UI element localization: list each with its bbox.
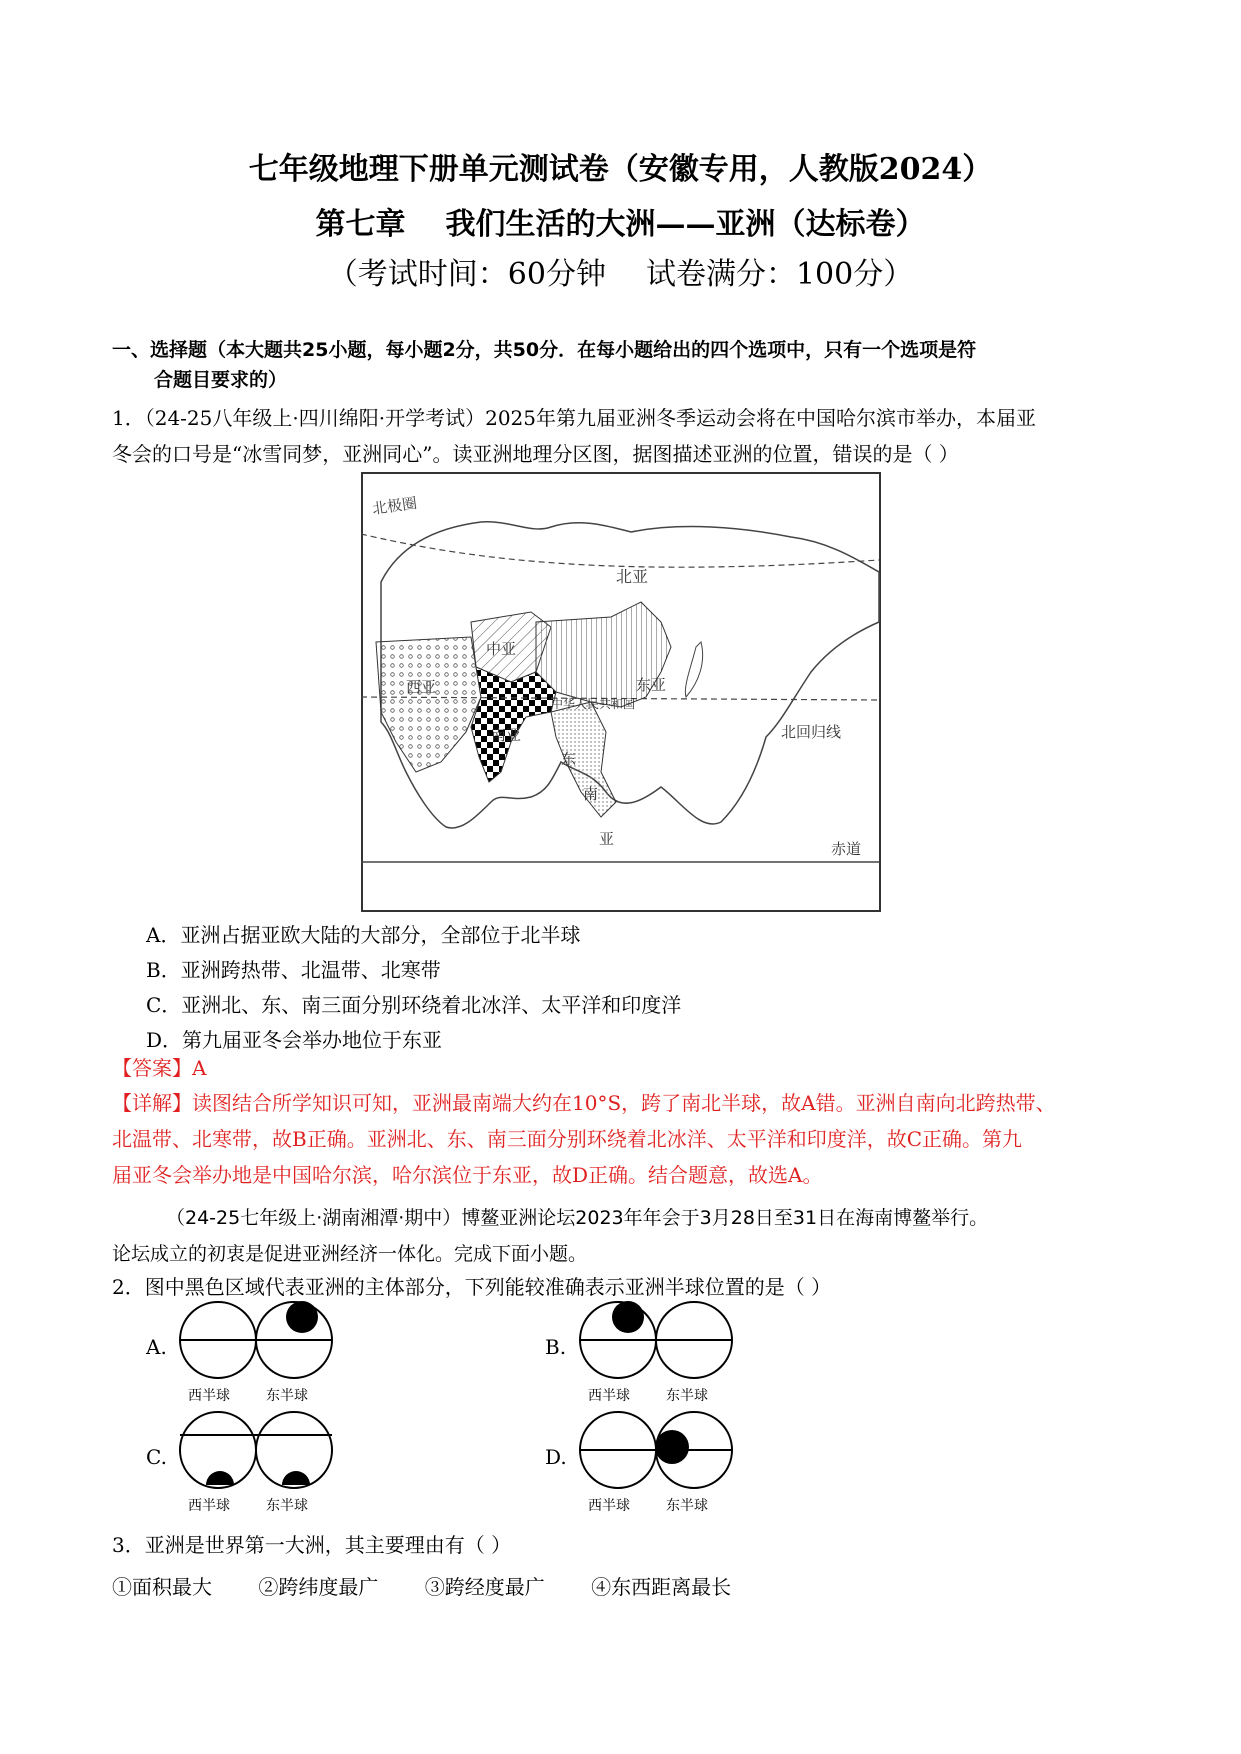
section-line-1: 一、选择题（本大题共25小题，每小题2分，共50分．在每小题给出的四个选项中，只有一个选项是符 xyxy=(112,339,977,361)
q2-option-b-diagram xyxy=(578,1295,798,1405)
detail-line-2: 北温带、北寒带，故B正确。亚洲北、东、南三面分别环绕着北冰洋、太平洋和印度洋，故C正确。第九 xyxy=(112,1127,1022,1151)
exam-score: 试卷满分：100分） xyxy=(645,257,914,292)
chapter-name: 我们生活的大洲——亚洲（达标卷） xyxy=(445,207,926,242)
west-label: 西半球 xyxy=(588,1498,630,1514)
southeast-asia-label-2: 南 xyxy=(583,785,599,803)
q2-option-c-diagram xyxy=(178,1405,398,1515)
q3-option-2: ②跨纬度最广 xyxy=(258,1575,379,1599)
east-label: 东半球 xyxy=(666,1498,708,1514)
north-asia-label: 北亚 xyxy=(616,567,649,586)
q3-option-4: ④东西距离最长 xyxy=(591,1575,732,1599)
intro-line-1: （24-25七年级上·湖南湘潭·期中）博鳌亚洲论坛2023年年会于3月28日至31日在海南博鳌举行。 xyxy=(166,1207,989,1229)
east-asia-label: 东亚 xyxy=(636,676,667,694)
reading-intro xyxy=(112,1200,1132,1272)
question-1-line-2: 冬会的口号是“冰雪同梦，亚洲同心”。读亚洲地理分区图，据图描述亚洲的位置，错误的是（ ） xyxy=(112,442,959,466)
asia-region-map xyxy=(361,472,881,912)
west-label: 西半球 xyxy=(588,1388,630,1404)
east-label: 东半球 xyxy=(666,1388,708,1404)
exam-title: 七年级地理下册单元测试卷（安徽专用，人教版2024） xyxy=(248,152,993,187)
west-asia-label: 西亚 xyxy=(406,678,437,696)
q3-option-1: ①面积最大 xyxy=(112,1575,212,1599)
q2-option-b-label: B. xyxy=(545,1335,567,1359)
arctic-circle-label: 北极圈 xyxy=(371,493,419,518)
question-1-line-1: 1．（24-25八年级上·四川绵阳·开学考试）2025年第九届亚洲冬季运动会将在中国哈尔滨市举办，本届亚 xyxy=(112,406,1036,430)
section-heading xyxy=(112,335,1132,395)
central-asia-label: 中亚 xyxy=(486,640,517,658)
asia-mass xyxy=(612,1301,644,1333)
detail-line-1: 【详解】读图结合所学知识可知，亚洲最南端大约在10°S，跨了南北半球，故A错。亚洲自南向北跨热带、 xyxy=(112,1091,1056,1115)
east-label: 东半球 xyxy=(266,1388,308,1404)
q2-option-d-label: D. xyxy=(545,1445,567,1469)
chapter-number: 第七章 xyxy=(315,207,406,242)
southeast-asia-label-3: 亚 xyxy=(599,830,615,848)
question-1-option-c: C．亚洲北、东、南三面分别环绕着北冰洋、太平洋和印度洋 xyxy=(146,993,682,1017)
q2-option-d-diagram xyxy=(578,1405,798,1515)
asia-mass xyxy=(286,1301,318,1333)
east-label: 东半球 xyxy=(266,1498,308,1514)
question-1-option-b: B．亚洲跨热带、北温带、北寒带 xyxy=(146,958,441,982)
china-label: 中华人民共和国 xyxy=(551,697,636,711)
southeast-asia-label-1: 东 xyxy=(561,750,577,768)
question-3-stem: 3．亚洲是世界第一大洲，其主要理由有（ ） xyxy=(112,1533,512,1557)
question-1-detail xyxy=(112,1085,1132,1193)
q2-option-a-label: A. xyxy=(146,1335,167,1359)
q3-option-3: ③跨经度最广 xyxy=(424,1575,545,1599)
west-label: 西半球 xyxy=(188,1498,230,1514)
question-1-option-d: D．第九届亚冬会举办地位于东亚 xyxy=(146,1028,443,1052)
question-1-stem xyxy=(112,400,1132,472)
question-1-answer: 【答案】A xyxy=(112,1056,207,1080)
q2-option-c-label: C. xyxy=(146,1445,167,1469)
question-3-options xyxy=(112,1572,771,1602)
asia-mass xyxy=(655,1430,689,1464)
tropic-label: 北回归线 xyxy=(781,723,842,741)
question-1-option-a: A．亚洲占据亚欧大陆的大部分，全部位于北半球 xyxy=(146,923,581,947)
south-asia-label: 南亚 xyxy=(491,726,522,744)
west-label: 西半球 xyxy=(188,1388,230,1404)
question-2-stem: 2．图中黑色区域代表亚洲的主体部分，下列能较准确表示亚洲半球位置的是（ ） xyxy=(112,1275,832,1299)
chapter-title xyxy=(0,205,1241,245)
q2-option-a-diagram xyxy=(178,1295,398,1405)
detail-line-3: 届亚冬会举办地是中国哈尔滨，哈尔滨位于东亚，故D正确。结合题意，故选A。 xyxy=(112,1163,823,1187)
equator-label: 赤道 xyxy=(831,840,862,858)
exam-time: （考试时间：60分钟 xyxy=(327,257,606,292)
section-line-2: 合题目要求的） xyxy=(154,369,288,391)
intro-line-2: 论坛成立的初衷是促进亚洲经济一体化。完成下面小题。 xyxy=(112,1243,588,1265)
exam-info xyxy=(0,255,1241,295)
